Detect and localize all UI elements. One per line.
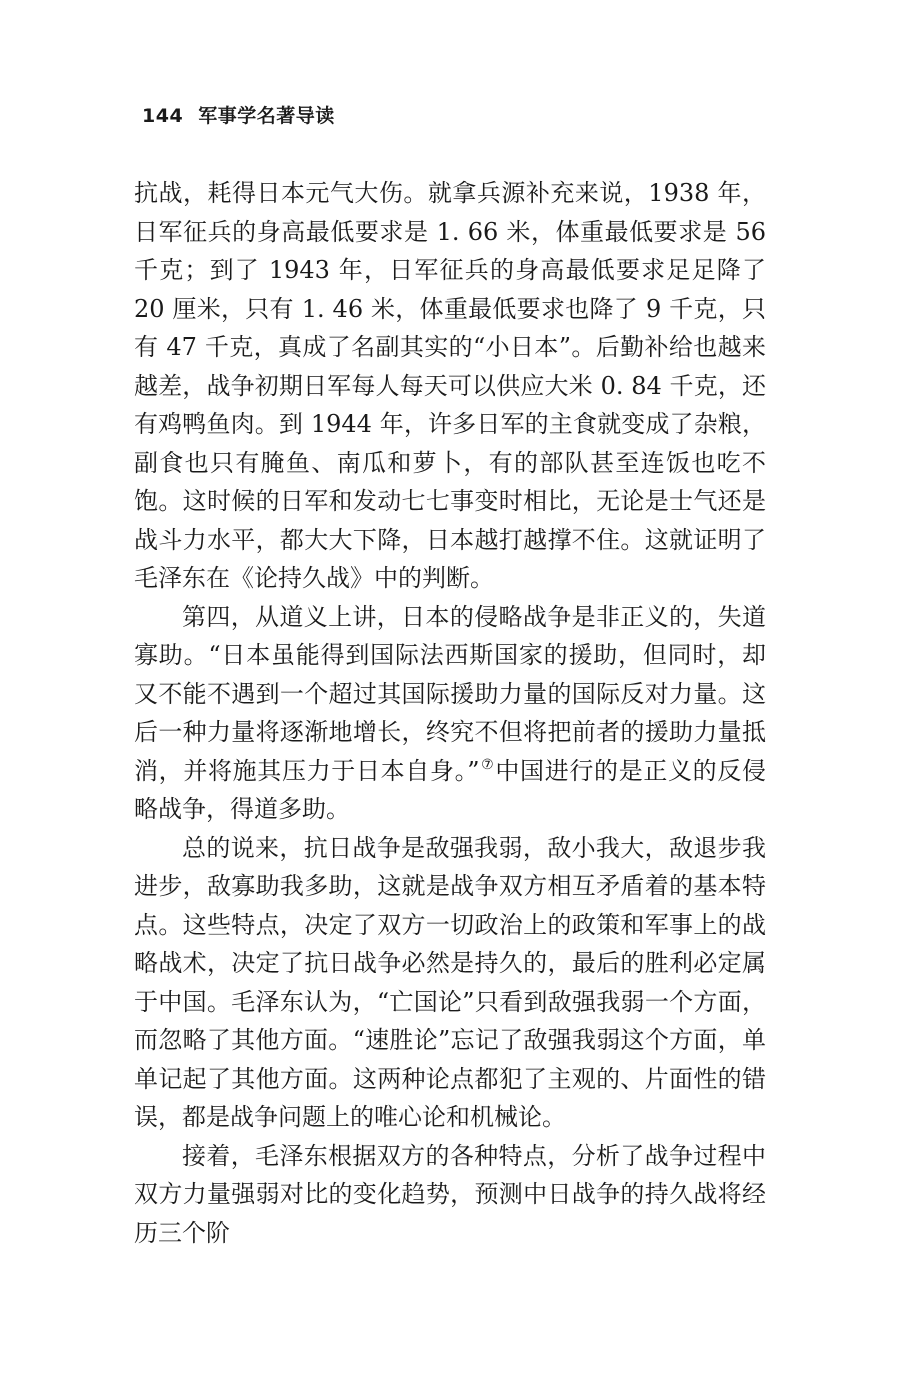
running-header — [142, 101, 335, 128]
page-number: 144 — [142, 105, 184, 127]
paragraph-next: 接着，毛泽东根据双方的各种特点，分析了战争过程中双方力量强弱对比的变化趋势，预测中日战争的持久战将经历三个阶 — [134, 1141, 766, 1247]
quote-text: 第四，从道义上讲，日本的侵略战争是非正义的，失道寡助。“日本虽能得到国际法西斯国家的援助，但同时，却又不能不遇到一个超过其国际援助力量的国际反对力量。这后一种力量将逐渐地增长，终究不但将把前者的援助力量抵消，并将施其压力于日本自身。” — [134, 602, 766, 785]
paragraph-tail: 中国进行的是正义的反侵略战争，得道多助。 — [134, 756, 766, 823]
paragraph-summary: 总的说来，抗日战争是敌强我弱，敌小我大，敌退步我进步，敌寡助我多助，这就是战争双方相互矛盾着的基本特点。这些特点，决定了双方一切政治上的政策和军事上的战略战术，决定了抗日战争必然是持久的，最后的胜利必定属于中国。毛泽东认为，“亡国论”只看到敌强我弱一个方面，而忽略了其他方面。“速胜论”忘记了敌强我弱这个方面，单单记起了其他方面。这两种论点都犯了主观的、片面性的错误，都是战争问题上的唯心论和机械论。 — [134, 833, 766, 1131]
book-title: 军事学名著导读 — [198, 105, 335, 127]
paragraph-continued: 抗战，耗得日本元气大伤。就拿兵源补充来说，1938 年，日军征兵的身高最低要求是 1. 66 米，体重最低要求是 56 千克；到了 1943 年，日军征兵的身高最低要求足足降了 20 厘米，只有 1. 46 米，体重最低要求也降了 9 千克，只有 47 千克，真成了名副其实的“小日本”。后勤补给也越来越差，战争初期日军每人每天可以供应大米 0. 84 千克，还有鸡鸭鱼肉。到 1944 年，许多日军的主食就变成了杂粮，副食也只有腌鱼、南瓜和萝卜，有的部队甚至连饭也吃不饱。这时候的日军和发动七七事变时相比，无论是士气还是战斗力水平，都大大下降，日本越打越撑不住。这就证明了毛泽东在《论持久战》中的判断。 — [134, 179, 766, 592]
footnote-marker: ⑦ — [480, 756, 495, 773]
body-text — [134, 174, 766, 1252]
paragraph-fourth-point — [134, 598, 766, 829]
